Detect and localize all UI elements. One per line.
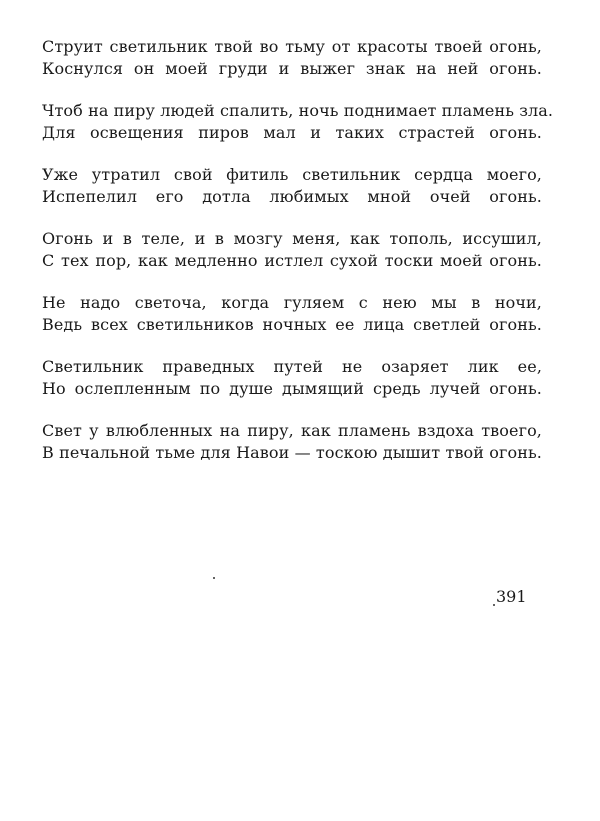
poem-line: Для освещения пиров мал и таких страстей огонь.: [42, 123, 542, 142]
poem-line: Свет у влюбленных на пиру, как пламень вздоха твоего,: [42, 421, 542, 440]
poem-line: Но ослепленным по душе дымящий средь лучей огонь.: [42, 379, 542, 398]
print-speck: [213, 577, 215, 579]
poem-line: Уже утратил свой фитиль светильник сердца моего,: [42, 165, 542, 184]
stanza: [42, 100, 554, 144]
poem-line: В печальной тьме для Навои — тоскою дышит твой огонь.: [42, 443, 542, 462]
poem-line: Испепелил его дотла любимых мной очей огонь.: [42, 187, 542, 206]
stanza: [42, 228, 542, 272]
stanza: [42, 356, 542, 400]
page-number: 391: [496, 587, 527, 606]
poem-line: Чтоб на пиру людей спалить, ночь поднимает пламень зла.: [42, 101, 554, 120]
print-speck: [493, 604, 495, 606]
poem-line: С тех пор, как медленно истлел сухой тоски моей огонь.: [42, 251, 542, 270]
stanza: [42, 292, 542, 336]
stanza: [42, 36, 542, 80]
poem-line: Ведь всех светильников ночных ее лица светлей огонь.: [42, 315, 542, 334]
poem-line: Коснулся он моей груди и выжег знак на ней огонь.: [42, 59, 542, 78]
poem-line: Не надо светоча, когда гуляем с нею мы в ночи,: [42, 293, 542, 312]
poem-body: [42, 36, 554, 484]
stanza: [42, 420, 542, 464]
poem-line: Струит светильник твой во тьму от красоты твоей огонь,: [42, 37, 542, 56]
poem-line: Светильник праведных путей не озаряет лик ее,: [42, 357, 542, 376]
poem-line: Огонь и в теле, и в мозгу меня, как тополь, иссушил,: [42, 229, 542, 248]
stanza: [42, 164, 542, 208]
